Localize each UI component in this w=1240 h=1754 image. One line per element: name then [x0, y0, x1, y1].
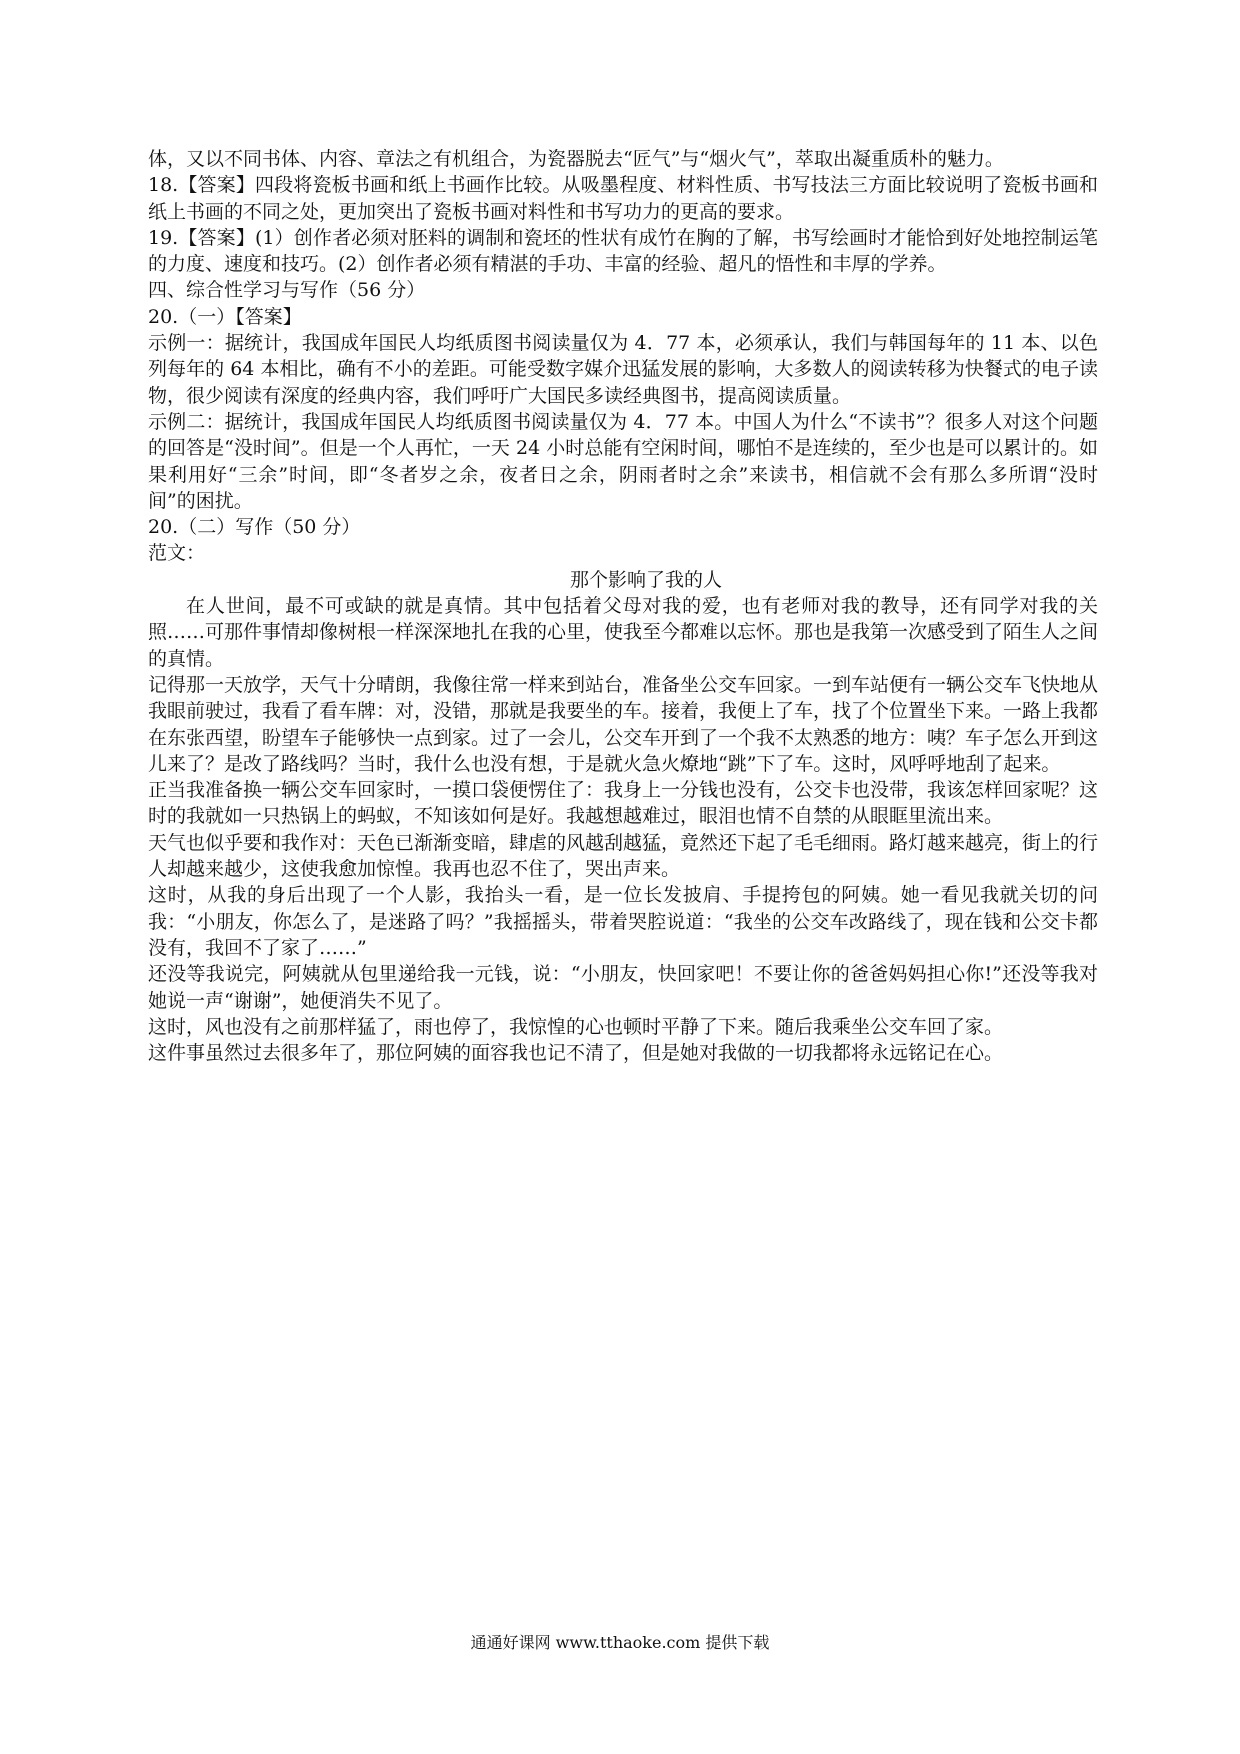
answer-20-part2-heading: 20.（二）写作（50 分） [148, 516, 361, 539]
essay-paragraph: 记得那一天放学，天气十分晴朗，我像往常一样来到站台，准备坐公交车回家。一到车站便有一辆公交车飞快地从我眼前驶过，我看了看车牌：对，没错，那就是我要坐的车。接着，我便上了车，找了个位置坐下来。一路上我都在东张西望，盼望车子能够快一点到家。过了一会儿，公交车开到了一个我不太熟悉的地方：咦？车子怎么开到这儿来了？是改了路线吗？当时，我什么也没有想，于是就火急火燎地“跳”下了车。这时，风呼呼地刮了起来。 [148, 673, 1099, 775]
essay-paragraph: 正当我准备换一辆公交车回家时，一摸口袋便愣住了：我身上一分钱也没有，公交卡也没带，我该怎样回家呢？这时的我就如一只热锅上的蚂蚁，不知该如何是好。我越想越难过，眼泪也情不自禁的从眼眶里流出来。 [148, 779, 1099, 828]
answer-17-continuation: 体，又以不同书体、内容、章法之有机组合，为瓷器脱去“匠气”与“烟火气”，萃取出凝重质朴的魅力。 [148, 148, 1004, 170]
essay-paragraph: 这时，从我的身后出现了一个人影，我抬头一看，是一位长发披肩、手提挎包的阿姨。她一看见我就关切的问我：“小朋友，你怎么了，是迷路了吗？”我摇摇头，带着哭腔说道：“我坐的公交车改路线了，现在钱和公交卡都没有，我回不了家了……” [148, 884, 1098, 959]
document-body [148, 146, 1098, 1066]
essay-paragraph: 这件事虽然过去很多年了，那位阿姨的面容我也记不清了，但是她对我做的一切我都将永远铭记在心。 [148, 1042, 1004, 1065]
answer-20-part1-heading: 20.（一）【答案】 [148, 305, 302, 328]
page-footer: 通通好课网 www.tthaoke.com 提供下载 [470, 1633, 770, 1652]
essay-title: 那个影响了我的人 [569, 568, 722, 591]
example-one: 示例一：据统计，我国成年国民人均纸质图书阅读量仅为 4．77 本，必须承认，我们与韩国每年的 11 本、以色列每年的 64 本相比，确有不小的差距。可能受数字媒介迅猛发展的影响，大多数人的阅读转移为快餐式的电子读物，很少阅读有深度的经典内容，我们呼吁广大国民多读经典图书，提高阅读质量。 [148, 332, 1098, 407]
example-two: 示例二：据统计，我国成年国民人均纸质图书阅读量仅为 4．77 本。中国人为什么“不读书”？很多人对这个问题的回答是“没时间”。但是一个人再忙，一天 24 小时总能有空闲时间，哪怕不是连续的，至少也是可以累计的。如果利用好“三余”时间，即“冬者岁之余，夜者日之余，阴雨者时之余”来读书，相信就不会有那么多所谓“没时间”的困扰。 [148, 410, 1098, 512]
model-essay-label: 范文： [148, 542, 206, 565]
essay-paragraph: 在人世间，最不可或缺的就是真情。其中包括着父母对我的爱，也有老师对我的教导，还有同学对我的关照……可那件事情却像树根一样深深地扎在我的心里，使我至今都难以忘怀。那也是我第一次感受到了陌生人之间的真情。 [148, 595, 1099, 670]
answer-19: 19.【答案】(1）创作者必须对胚料的调制和瓷坯的性状有成竹在胸的了解，书写绘画时才能恰到好处地控制运笔的力度、速度和技巧。(2）创作者必须有精湛的手功、丰富的经验、超凡的悟性和丰厚的学养。 [148, 226, 1098, 276]
essay-paragraph: 这时，风也没有之前那样猛了，雨也停了，我惊惶的心也顿时平静了下来。随后我乘坐公交车回了家。 [148, 1015, 1004, 1038]
essay-paragraph: 天气也似乎要和我作对：天色已渐渐变暗，肆虐的风越刮越猛，竟然还下起了毛毛细雨。路灯越来越亮，街上的行人却越来越少，这使我愈加惊惶。我再也忍不住了，哭出声来。 [148, 831, 1099, 881]
essay-paragraph: 还没等我说完，阿姨就从包里递给我一元钱，说：“小朋友，快回家吧！不要让你的爸爸妈妈担心你!”还没等我对她说一声“谢谢”，她便消失不见了。 [148, 963, 1098, 1012]
section-heading-4: 四、综合性学习与写作（56 分） [148, 279, 426, 302]
answer-18: 18.【答案】四段将瓷板书画和纸上书画作比较。从吸墨程度、材料性质、书写技法三方面比较说明了瓷板书画和纸上书画的不同之处，更加突出了瓷板书画对料性和书写功力的更高的要求。 [148, 174, 1098, 223]
